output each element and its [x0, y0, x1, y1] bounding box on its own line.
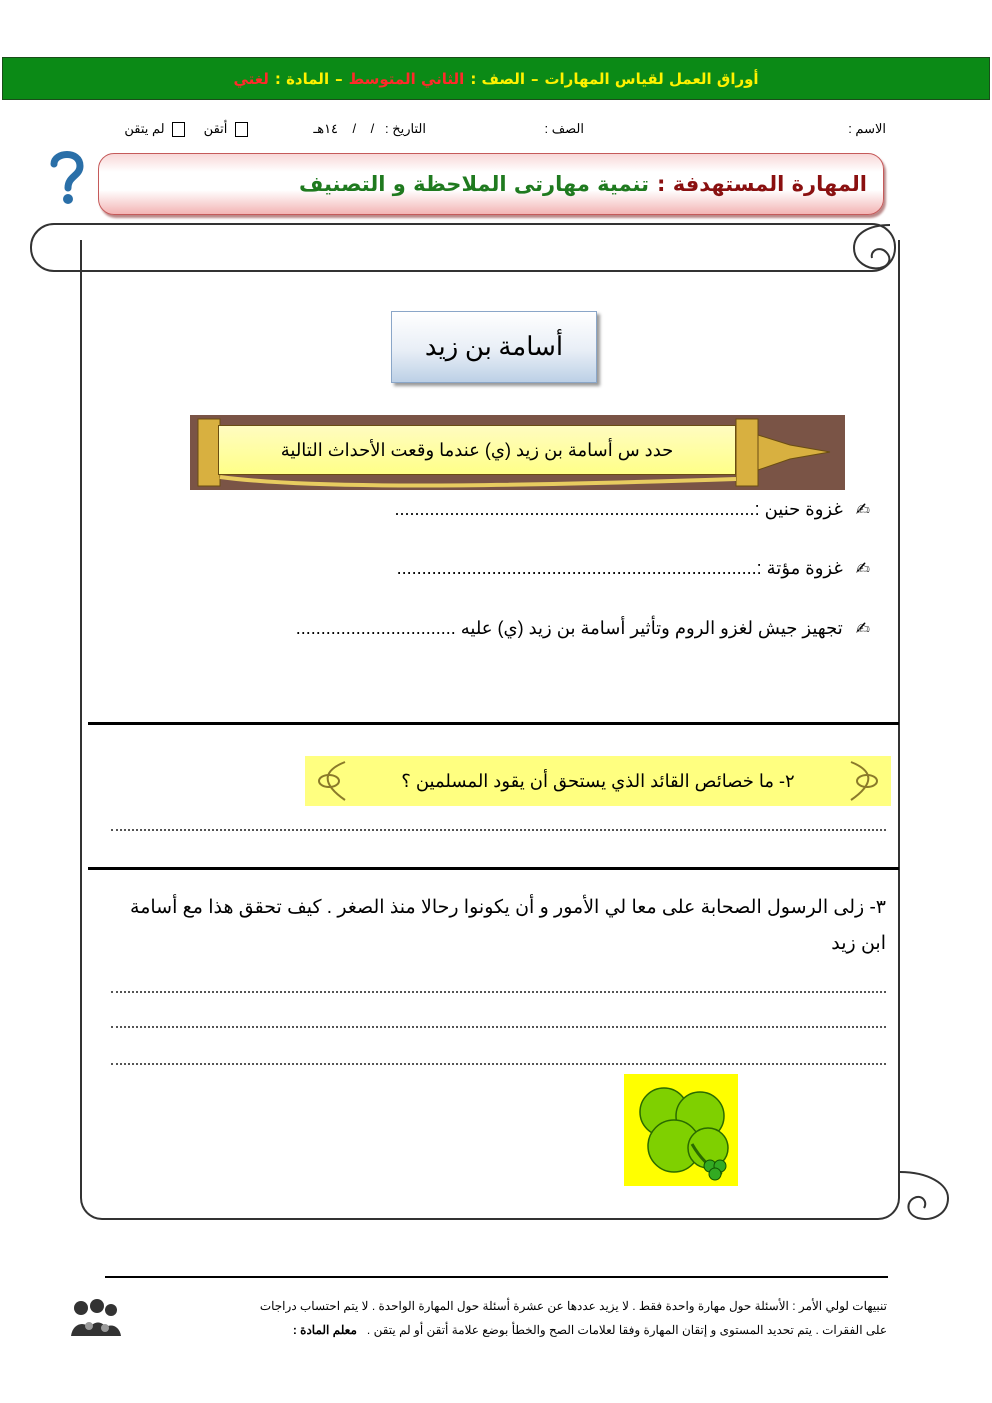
parent-notes	[135, 1294, 887, 1342]
scroll-frame	[80, 240, 900, 1220]
name-label: الاسم :	[848, 121, 886, 136]
teacher-label: معلم المادة :	[292, 1323, 357, 1337]
question1-prompt: حدد س أسامة بن زيد (ي) عندما وقعت الأحداث التالية	[218, 425, 736, 475]
clover-icon	[624, 1074, 738, 1186]
date-field	[313, 121, 426, 137]
item-text: غزوة حنين :	[754, 499, 843, 519]
mastered-checkbox[interactable]	[235, 122, 248, 137]
pen-icon: ✍	[855, 619, 870, 639]
answer-line[interactable]	[111, 991, 886, 993]
date-separator: /	[352, 121, 357, 136]
pen-icon: ✍	[855, 559, 870, 579]
not-mastered-checkbox[interactable]	[172, 122, 185, 137]
grade-label: الصف :	[470, 69, 525, 88]
question2-prompt: ٢- ما خصائص القائد الذي يستحق أن يقود المسلمين ؟	[401, 770, 795, 791]
clover-image	[624, 1074, 738, 1186]
answer-blank[interactable]: ........................................................................	[394, 499, 755, 519]
list-item	[394, 499, 870, 520]
worksheet-title: أوراق العمل لقياس المهارات	[544, 69, 759, 88]
notes-line: على الفقرات . يتم تحديد المستوى و إتقان المهارة وفقا لعلامات الصح والخطأ بوضع علامة أتقن أو لم يتقن . معلم المادة :	[292, 1323, 887, 1337]
date-separator: /	[370, 121, 375, 136]
answer-line[interactable]	[111, 1026, 886, 1028]
year-value: ١٤هـ	[313, 121, 339, 136]
not-mastered-label: لم يتقن	[124, 121, 165, 136]
mastery-options	[124, 121, 252, 137]
class-label: الصف :	[544, 121, 584, 136]
scroll-curl-bottom-icon	[898, 1168, 952, 1224]
scroll-curl-top-icon	[848, 222, 894, 274]
footer-divider	[105, 1276, 888, 1278]
question3-prompt: ٣- زلى الرسول الصحابة على معا لي الأمور و أن يكونوا رحالا منذ الصغر . كيف تحقق هذا مع أسامة ابن زيد	[130, 897, 886, 954]
list-item	[397, 558, 870, 579]
header-dash: –	[335, 69, 343, 88]
notes-line: تنبيهات لولي الأمر : الأسئلة حول مهارة واحدة فقط . لا يزيد عددها عن عشرة أسئلة حول المهارة الواحدة . لا يتم احتساب دراجات	[259, 1299, 887, 1313]
answer-line[interactable]	[111, 1063, 886, 1065]
section-divider	[88, 722, 899, 725]
students-logo-icon	[67, 1296, 123, 1342]
list-item	[296, 618, 870, 639]
header-dash: –	[530, 69, 539, 88]
pen-icon: ✍	[855, 500, 870, 520]
item-text: غزوة مؤتة :	[756, 558, 843, 578]
date-label: التاريخ :	[385, 121, 426, 136]
skill-label: المهارة المستهدفة :	[657, 172, 867, 196]
answer-line[interactable]	[111, 829, 886, 831]
item-text: تجهيز جيش لغزو الروم وتأثير أسامة بن زيد (ي) عليه	[460, 618, 843, 638]
header-banner	[2, 57, 990, 100]
grade-value: الثاني المتوسط	[348, 69, 465, 88]
target-skill-box	[98, 153, 884, 215]
mastered-label: أتقن	[203, 121, 228, 136]
subject-label: المادة :	[274, 69, 330, 88]
section-divider	[88, 867, 899, 870]
answer-blank[interactable]: ................................	[295, 618, 456, 638]
skill-value: تنمية مهارتى الملاحظة و التصنيف	[298, 172, 649, 196]
answer-blank[interactable]: ........................................................................	[396, 558, 757, 578]
lesson-title: أسامة بن زيد	[391, 311, 597, 383]
question-mark-icon	[46, 148, 86, 206]
subject-value: لغتي	[233, 69, 269, 88]
